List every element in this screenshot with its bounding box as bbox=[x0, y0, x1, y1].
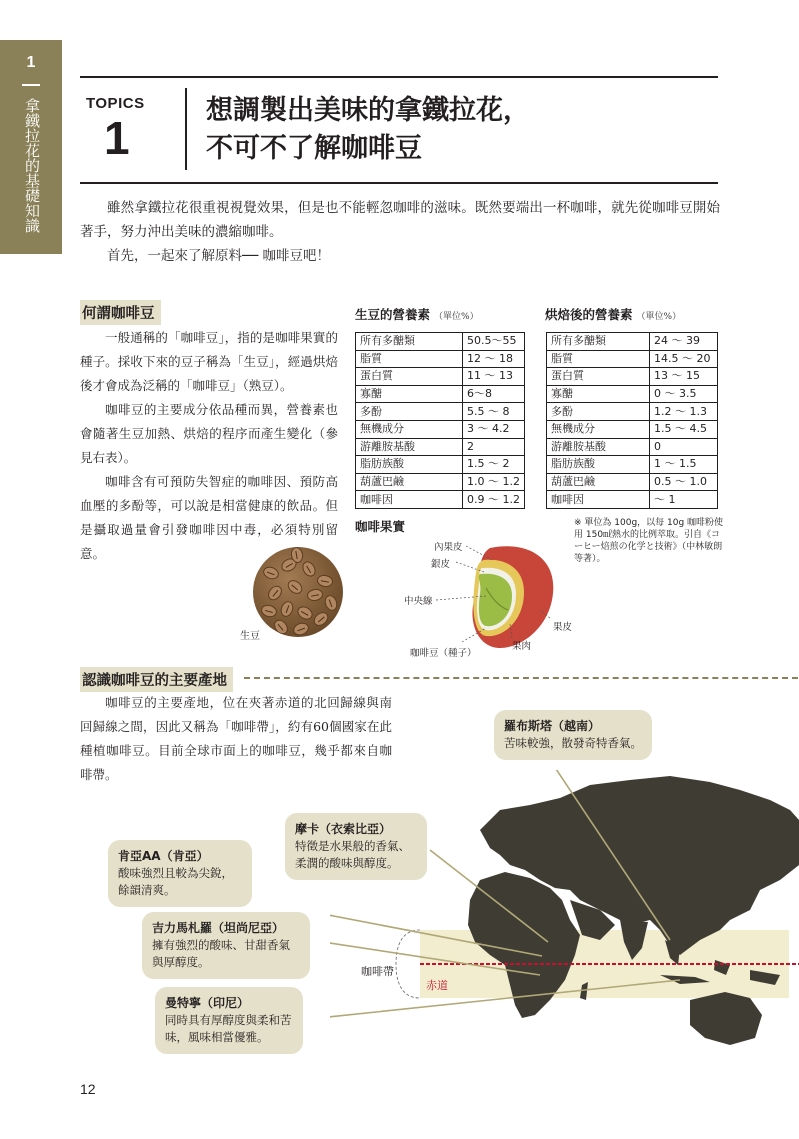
nutrient-name: 蛋白質 bbox=[547, 368, 650, 386]
nutrient-value: 0 ～ 3.5 bbox=[650, 385, 718, 403]
callout-robusta bbox=[494, 710, 652, 760]
callout-kilimanjaro bbox=[142, 912, 310, 979]
raw-nutrients-unit: （單位%） bbox=[434, 312, 479, 322]
intro-paragraph: 首先，一起來了解原料── 咖啡豆吧！ bbox=[107, 248, 331, 264]
nutrient-name: 無機成分 bbox=[547, 420, 650, 438]
callout-mocha bbox=[285, 813, 427, 880]
nutrient-name: 多酚 bbox=[356, 403, 463, 421]
callout-text: 同時具有厚醇度與柔和苦味，風味相當優雅。 bbox=[165, 1013, 292, 1044]
raw-nutrients-title bbox=[355, 305, 479, 323]
nutrient-value: 0 bbox=[650, 438, 718, 456]
nutrient-value: 14.5 ～ 20 bbox=[650, 350, 718, 368]
nutrient-row bbox=[356, 368, 525, 386]
callout-title: 羅布斯塔（越南） bbox=[504, 719, 601, 733]
nutrient-row bbox=[356, 473, 525, 491]
callout-title: 肯亞AA（肯亞） bbox=[118, 849, 209, 863]
nutrient-value: 1 ～ 1.5 bbox=[650, 456, 718, 474]
nutrient-value: 11 ～ 13 bbox=[463, 368, 525, 386]
body-paragraph: 咖啡豆的主要產地，位在夾著赤道的北回歸線與南回歸線之間，因此又稱為「咖啡帶」，約有60個國家在此種植咖啡豆。目前全球市面上的咖啡豆，幾乎都來自咖啡帶。 bbox=[80, 695, 392, 782]
page-title-line1: 想調製出美味的拿鐵拉花， bbox=[206, 95, 530, 126]
nutrient-row bbox=[356, 491, 525, 509]
nutrient-value: 24 ～ 39 bbox=[650, 333, 718, 351]
nutrient-name: 葫蘆巴鹼 bbox=[547, 473, 650, 491]
body-paragraph: 一般通稱的「咖啡豆」，指的是咖啡果實的種子。採收下來的豆子稱為「生豆」，經過烘焙後才會成為泛稱的「咖啡豆」（熟豆）。 bbox=[80, 330, 338, 393]
topics-label: TOPICS bbox=[86, 95, 145, 112]
nutrient-value: 2 bbox=[463, 438, 525, 456]
nutrient-row bbox=[356, 403, 525, 421]
callout-title: 吉力馬札羅（坦尚尼亞） bbox=[152, 921, 285, 935]
nutrient-value: 5.5 ～ 8 bbox=[463, 403, 525, 421]
chapter-title: 拿鐵拉花的基礎知識 bbox=[23, 98, 41, 233]
nutrient-row bbox=[547, 403, 718, 421]
body-paragraph: 咖啡豆的主要成分依品種而異，營養素也會隨著生豆加熱、烘焙的程序而產生變化（參見右表）。 bbox=[80, 402, 338, 465]
landmass-australia bbox=[690, 992, 762, 1045]
nutrient-row bbox=[547, 473, 718, 491]
roasted-nutrients-title-text: 烘焙後的營養素 bbox=[545, 307, 633, 322]
nutrient-value: 1.2 ～ 1.3 bbox=[650, 403, 718, 421]
callout-title: 摩卡（衣索比亞） bbox=[295, 822, 392, 836]
label-seed: 咖啡豆（種子） bbox=[410, 648, 477, 659]
label-pulp: 果肉 bbox=[512, 641, 532, 652]
nutrient-value: 6～8 bbox=[463, 385, 525, 403]
label-center-line: 中央線 bbox=[404, 596, 433, 607]
chapter-divider bbox=[22, 84, 40, 86]
section-heading-origins: 認識咖啡豆的主要產地 bbox=[80, 667, 233, 692]
coffee-cherry-title: 咖啡果實 bbox=[355, 519, 406, 534]
nutrient-value: 1.5 ～ 2 bbox=[463, 456, 525, 474]
green-bean-label: 生豆 bbox=[240, 631, 260, 642]
intro-text bbox=[80, 196, 720, 268]
raw-nutrients-table bbox=[355, 332, 525, 509]
nutrient-value: 50.5～55 bbox=[463, 333, 525, 351]
nutrient-name: 葫蘆巴鹼 bbox=[356, 473, 463, 491]
nutrient-value: 3 ～ 4.2 bbox=[463, 420, 525, 438]
nutrient-row bbox=[547, 456, 718, 474]
nutrient-name: 所有多醣類 bbox=[547, 333, 650, 351]
label-endocarp: 內果皮 bbox=[434, 542, 463, 553]
body-paragraph: 咖啡含有可預防失智症的咖啡因、預防高血壓的多酚等，可以說是相當健康的飲品。但是攝取過量會引發咖啡因中毒，必須特別留意。 bbox=[80, 474, 338, 561]
intro-paragraph: 雖然拿鐵拉花很重視視覺效果，但是也不能輕忽咖啡的滋味。既然要端出一杯咖啡，就先從咖啡豆開始著手，努力沖出美味的濃縮咖啡。 bbox=[80, 200, 720, 240]
nutrient-name: 游離胺基酸 bbox=[356, 438, 463, 456]
table-footnote: ※ 單位為 100g，以每 10g 咖啡粉使用 150㎖熱水的比例萃取。引自《コーヒー焙煎の化学と技術》（中林敏朗等著）。 bbox=[574, 518, 724, 564]
nutrient-row bbox=[547, 385, 718, 403]
header-bottom-rule bbox=[80, 182, 718, 184]
callout-text: 擁有強烈的酸味、甘甜香氣與厚醇度。 bbox=[152, 938, 290, 969]
equator-label: 赤道 bbox=[426, 979, 448, 992]
nutrient-row bbox=[356, 385, 525, 403]
nutrient-row bbox=[356, 438, 525, 456]
callout-mandheling bbox=[155, 987, 303, 1054]
callout-text: 特徵是水果般的香氣、柔潤的酸味與醇度。 bbox=[295, 839, 410, 870]
coffee-belt-label: 咖啡帶 bbox=[361, 965, 394, 978]
nutrient-name: 脂肪族酸 bbox=[356, 456, 463, 474]
nutrient-value: 1.0 ～ 1.2 bbox=[463, 473, 525, 491]
nutrient-row bbox=[547, 438, 718, 456]
nutrient-value: 12 ～ 18 bbox=[463, 350, 525, 368]
nutrient-row bbox=[356, 456, 525, 474]
nutrient-name: 寡醣 bbox=[356, 385, 463, 403]
nutrient-name: 咖啡因 bbox=[547, 491, 650, 509]
nutrient-name: 蛋白質 bbox=[356, 368, 463, 386]
page-number: 12 bbox=[80, 1081, 96, 1097]
nutrient-name: 多酚 bbox=[547, 403, 650, 421]
roasted-nutrients-unit: （單位%） bbox=[636, 312, 682, 322]
section1-body bbox=[80, 326, 338, 566]
label-skin: 果皮 bbox=[553, 622, 573, 633]
callout-title: 曼特寧（印尼） bbox=[165, 996, 250, 1010]
nutrient-row bbox=[356, 333, 525, 351]
nutrient-name: 游離胺基酸 bbox=[547, 438, 650, 456]
nutrient-name: 咖啡因 bbox=[356, 491, 463, 509]
nutrient-name: 脂質 bbox=[547, 350, 650, 368]
nutrient-row bbox=[547, 350, 718, 368]
nutrient-value: 0.9 ～ 1.2 bbox=[463, 491, 525, 509]
callout-text: 酸味強烈且較為尖銳，餘韻清爽。 bbox=[118, 866, 233, 897]
nutrient-name: 寡醣 bbox=[547, 385, 650, 403]
page-title bbox=[206, 92, 530, 168]
nutrient-row bbox=[547, 491, 718, 509]
nutrient-row bbox=[356, 350, 525, 368]
section-dash-line bbox=[244, 677, 798, 679]
chapter-side-tab bbox=[0, 40, 62, 254]
raw-nutrients-title-text: 生豆的營養素 bbox=[355, 307, 431, 322]
roasted-nutrients-title bbox=[545, 305, 681, 323]
nutrient-row bbox=[547, 420, 718, 438]
label-silverskin: 銀皮 bbox=[431, 559, 451, 570]
callout-text: 苦味較強，散發奇特香氣。 bbox=[504, 736, 642, 750]
page-title-line2: 不可不了解咖啡豆 bbox=[206, 133, 422, 164]
green-bean-photo bbox=[253, 547, 343, 637]
chapter-number: 1 bbox=[26, 54, 36, 71]
topics-number: 1 bbox=[104, 112, 130, 164]
header-top-rule bbox=[80, 76, 718, 78]
nutrient-row bbox=[547, 368, 718, 386]
callout-kenya-aa bbox=[108, 840, 252, 907]
topics-divider bbox=[185, 88, 187, 170]
nutrient-value: 0.5 ～ 1.0 bbox=[650, 473, 718, 491]
nutrient-value: 1.5 ～ 4.5 bbox=[650, 420, 718, 438]
section-heading-coffee-bean: 何謂咖啡豆 bbox=[80, 300, 161, 325]
roasted-nutrients-table bbox=[546, 332, 718, 509]
nutrient-name: 脂質 bbox=[356, 350, 463, 368]
nutrient-row bbox=[547, 333, 718, 351]
nutrient-name: 所有多醣類 bbox=[356, 333, 463, 351]
nutrient-row bbox=[356, 420, 525, 438]
nutrient-name: 無機成分 bbox=[356, 420, 463, 438]
nutrient-value: ～ 1 bbox=[650, 491, 718, 509]
nutrient-value: 13 ～ 15 bbox=[650, 368, 718, 386]
nutrient-name: 脂肪族酸 bbox=[547, 456, 650, 474]
